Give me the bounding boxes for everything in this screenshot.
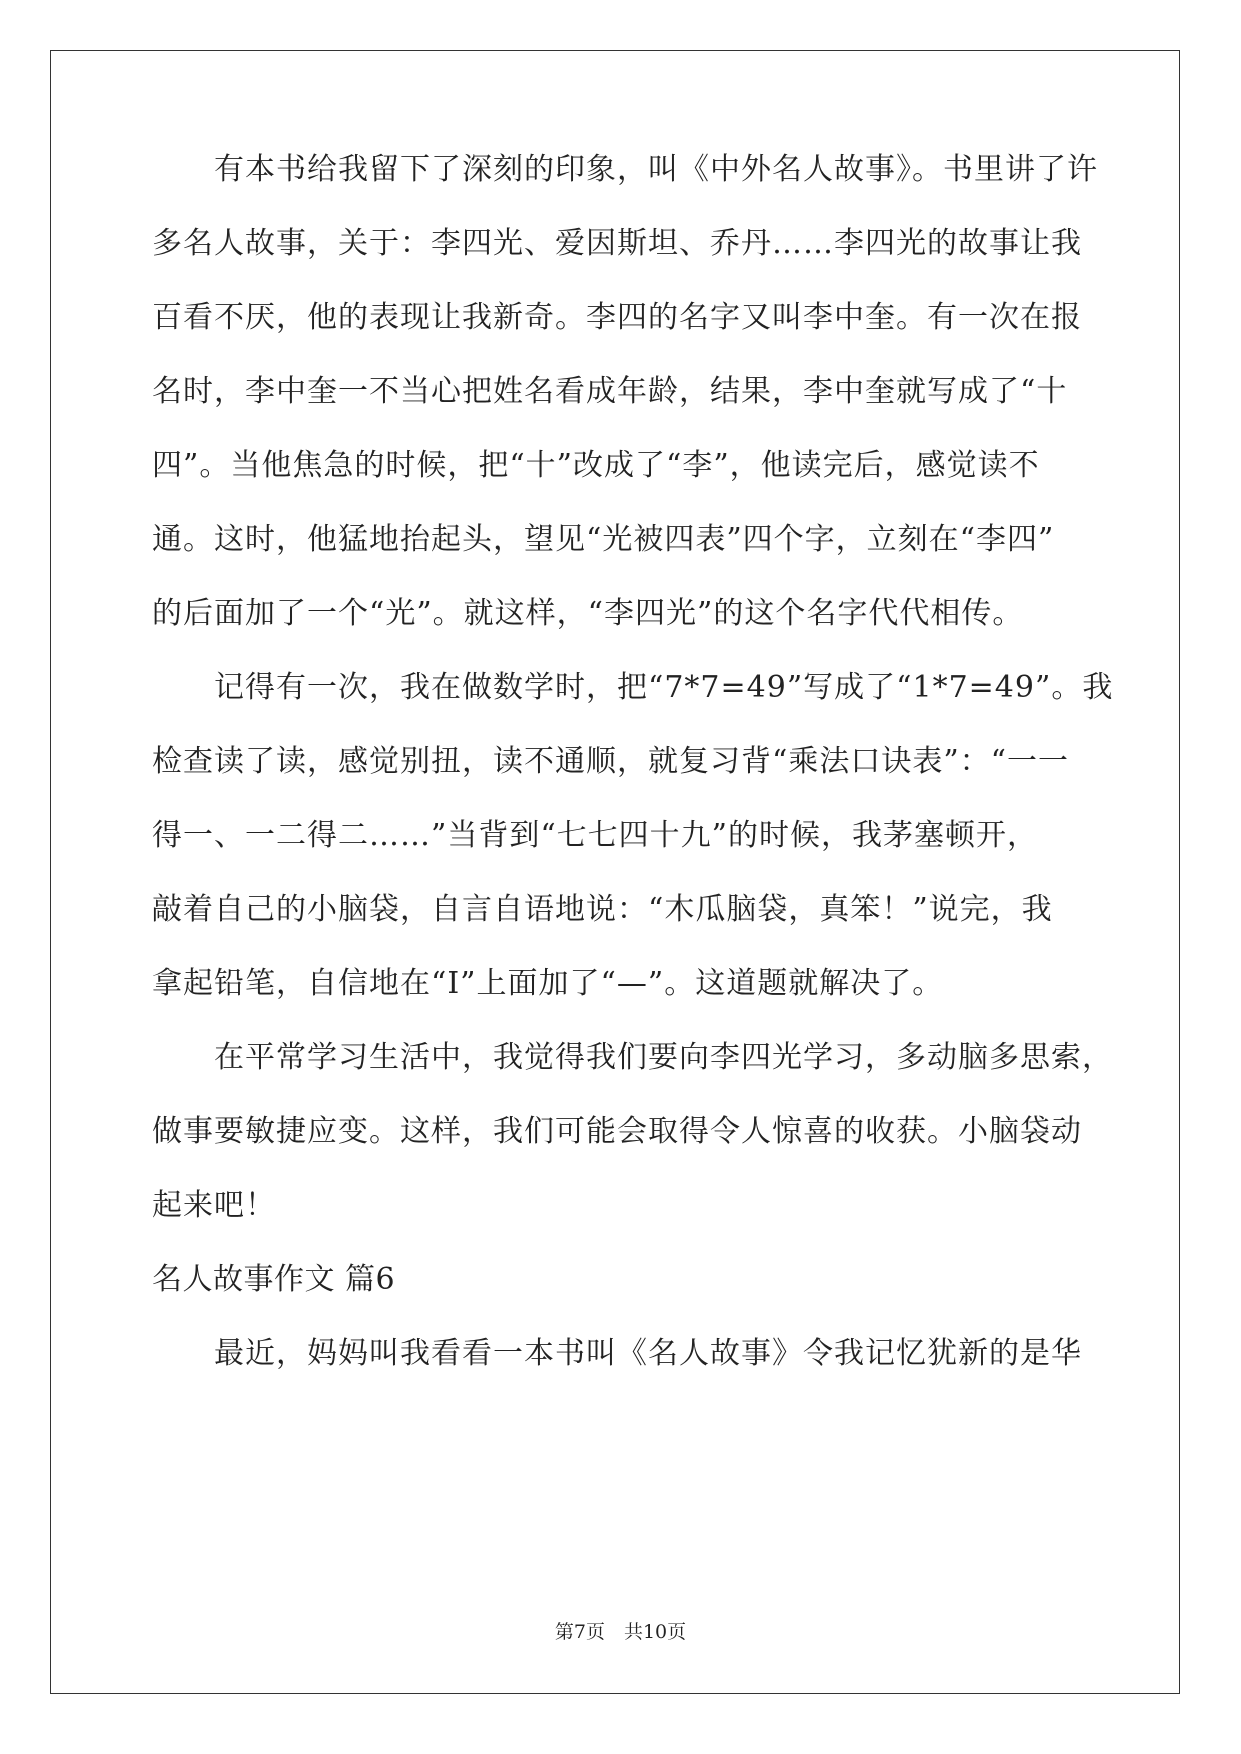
page-number-footer: 第7页 共10页 [554, 1621, 687, 1643]
paragraph-3-line-2: 做事要敏捷应变。这样，我们可能会取得令人惊喜的收获。小脑袋动 [152, 1114, 1082, 1149]
paragraph-1-line-7: 的后面加了一个“光”。就这样，“李四光”的这个名字代代相传。 [152, 596, 1024, 631]
paragraph-1-line-1: 有本书给我留下了深刻的印象，叫《中外名人故事》。书里讲了许 [214, 152, 1098, 187]
section-heading: 名人故事作文 篇6 [152, 1262, 396, 1297]
paragraph-3-line-3: 起来吧！ [152, 1188, 276, 1223]
paragraph-2-line-5: 拿起铅笔，自信地在“I”上面加了“—”。这道题就解决了。 [152, 966, 944, 1001]
paragraph-1-line-4: 名时，李中奎一不当心把姓名看成年龄，结果，李中奎就写成了“十 [152, 374, 1068, 409]
paragraph-2-line-2: 检查读了读，感觉别扭，读不通顺，就复习背“乘法口诀表”：“一一 [152, 744, 1070, 779]
paragraph-4-line-1: 最近，妈妈叫我看看一本书叫《名人故事》令我记忆犹新的是华 [214, 1336, 1082, 1371]
paragraph-1-line-6: 通。这时，他猛地抬起头，望见“光被四表”四个字，立刻在“李四” [152, 522, 1055, 557]
paragraph-1-line-3: 百看不厌，他的表现让我新奇。李四的名字又叫李中奎。有一次在报 [152, 300, 1082, 335]
paragraph-2-line-1: 记得有一次，我在做数学时，把“7*7=49”写成了“1*7=49”。我 [214, 670, 1114, 705]
page-border [50, 50, 1180, 1694]
paragraph-2-line-3: 得一、一二得二……”当背到“七七四十九”的时候，我茅塞顿开， [152, 818, 1039, 853]
paragraph-2-line-4: 敲着自己的小脑袋，自言自语地说：“木瓜脑袋，真笨！”说完，我 [152, 892, 1053, 927]
paragraph-3-line-1: 在平常学习生活中，我觉得我们要向李四光学习，多动脑多思索， [214, 1040, 1113, 1075]
paragraph-1-line-2: 多名人故事，关于：李四光、爱因斯坦、乔丹……李四光的故事让我 [152, 226, 1082, 261]
paragraph-1-line-5: 四”。当他焦急的时候，把“十”改成了“李”，他读完后，感觉读不 [152, 448, 1040, 483]
